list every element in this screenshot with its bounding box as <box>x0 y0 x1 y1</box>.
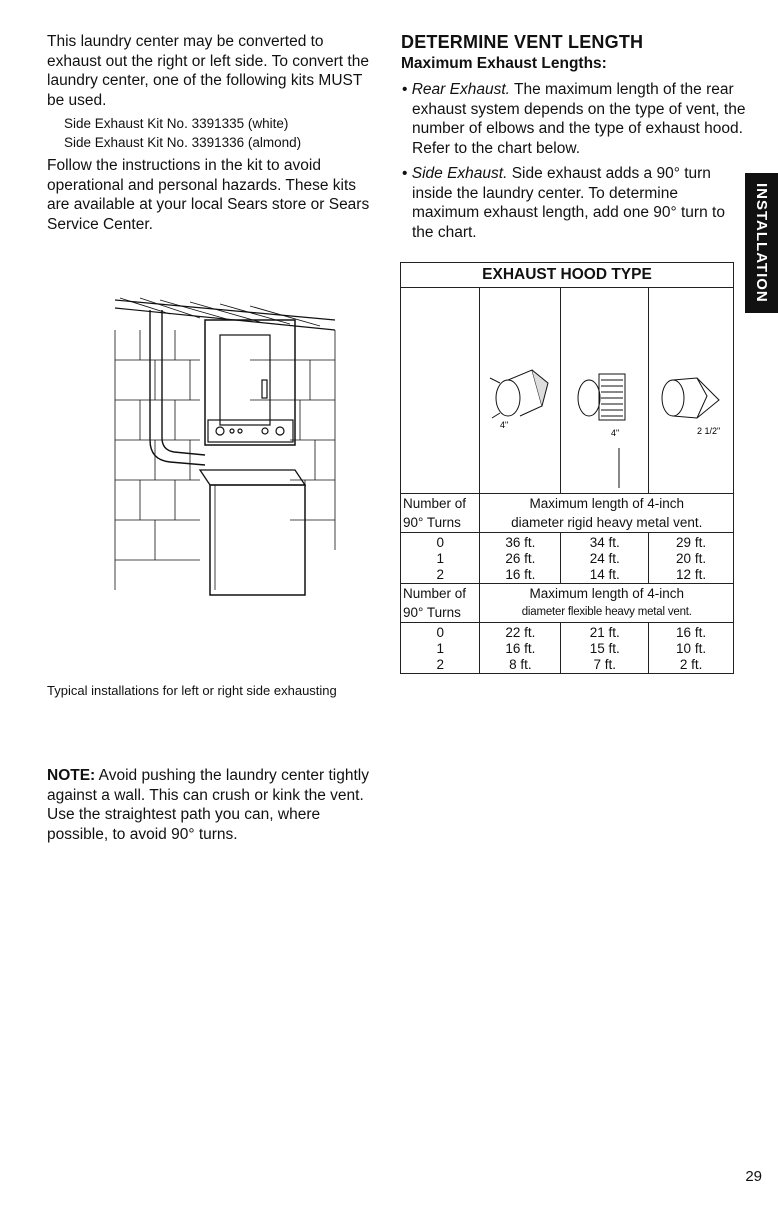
table-title: EXHAUST HOOD TYPE <box>401 263 734 288</box>
flex-turns-header-line1: Number of <box>403 586 467 601</box>
rigid-hood2-col <box>561 533 649 584</box>
flex-hood1-row2: 8 ft. <box>509 657 532 672</box>
rigid-hood1-row2: 16 ft. <box>505 567 536 582</box>
rigid-turns-1: 1 <box>436 551 444 566</box>
left-column <box>47 32 382 234</box>
hood1-size-label: 4" <box>500 420 509 430</box>
rigid-hood1-row1: 26 ft. <box>505 551 536 566</box>
flex-hood2-row1: 15 ft. <box>589 641 620 656</box>
rigid-turns-header-line1: Number of <box>403 496 467 511</box>
flex-turns-col <box>401 623 480 674</box>
flex-hood1-col <box>480 623 561 674</box>
flex-hood2-col <box>561 623 649 674</box>
illustration-caption: Typical installations for left or right side exhausting <box>47 683 337 698</box>
box-vent-hood-icon <box>561 288 646 488</box>
flex-hood2-row2: 7 ft. <box>593 657 616 672</box>
rigid-hood1-row0: 36 ft. <box>505 535 536 550</box>
flex-turns-0: 0 <box>436 625 444 640</box>
kit-white: Side Exhaust Kit No. 3391335 (white) <box>64 116 289 131</box>
flex-hood1-row0: 22 ft. <box>505 625 536 640</box>
rigid-turns-2: 2 <box>436 567 444 582</box>
hood-vent-cell <box>561 288 649 494</box>
side-exhaust-text: Side exhaust adds a 90° turn inside the laundry center. To determine maximum exhaust length, add one 90° turn to the chart. <box>412 165 725 241</box>
side-tab-label: INSTALLATION <box>753 183 770 303</box>
rigid-hood2-row2: 14 ft. <box>589 567 620 582</box>
rigid-turns-0: 0 <box>436 535 444 550</box>
page-number: 29 <box>745 1168 762 1185</box>
note-label: NOTE: <box>47 767 96 784</box>
rigid-length-header <box>480 494 734 533</box>
rigid-hood2-row0: 34 ft. <box>589 535 620 550</box>
right-column <box>401 32 746 248</box>
laundry-center-illustration <box>110 290 340 610</box>
angled-hood-icon <box>649 288 731 488</box>
note-text: Avoid pushing the laundry center tightly against a wall. This can crush or kink the vent. Use the straightest path you can, where possible, to avoid 90° turns. <box>47 767 369 843</box>
hood-louvered-cell <box>480 288 561 494</box>
exhaust-hood-table <box>400 262 734 674</box>
flex-length-header <box>480 584 734 623</box>
flex-turns-1: 1 <box>436 641 444 656</box>
rigid-turns-header <box>401 494 480 533</box>
rigid-length-header-line1: Maximum length of 4-inch <box>529 496 685 511</box>
rigid-hood3-row1: 20 ft. <box>676 551 707 566</box>
rigid-hood1-col <box>480 533 561 584</box>
flex-length-header-line2: diameter flexible heavy metal vent. <box>521 606 692 618</box>
bullet-rear-exhaust: • Rear Exhaust. The maximum length of the rear exhaust system depends on the type of vent, the number of elbows and the type of exhaust hood. Refer to the chart below. <box>402 81 746 157</box>
section-title: DETERMINE VENT LENGTH <box>401 32 644 52</box>
bullet-side-exhaust: • Side Exhaust. Side exhaust adds a 90° turn inside the laundry center. To determine maximum exhaust length, add one 90° turn to the chart. <box>402 165 725 241</box>
flex-turns-2: 2 <box>436 657 444 672</box>
hood-angled-cell <box>649 288 734 494</box>
rigid-hood3-row2: 12 ft. <box>676 567 707 582</box>
flex-turns-header-line2: 90° Turns <box>403 605 461 620</box>
rigid-hood2-row1: 24 ft. <box>589 551 620 566</box>
note-paragraph <box>47 766 382 844</box>
flex-hood2-row0: 21 ft. <box>589 625 620 640</box>
section-subtitle: Maximum Exhaust Lengths: <box>401 55 607 72</box>
follow-paragraph: Follow the instructions in the kit to avoid operational and personal hazards. These kits are available at your local Sears store or Sears Service Center. <box>47 157 370 233</box>
flex-length-header-line1: Maximum length of 4-inch <box>529 586 685 601</box>
installation-side-tab <box>745 173 778 313</box>
flex-hood3-row2: 2 ft. <box>679 657 703 672</box>
rear-exhaust-term: Rear Exhaust. <box>411 81 510 98</box>
rigid-turns-col <box>401 533 480 584</box>
intro-paragraph: This laundry center may be converted to exhaust out the right or left side. To convert the laundry center, one of the following kits MUST be used. <box>47 33 369 109</box>
rear-exhaust-text: The maximum length of the rear exhaust system depends on the type of vent, the number of elbows and the type of exhaust hood. Refer to the chart below. <box>412 81 746 157</box>
rigid-turns-header-line2: 90° Turns <box>403 515 461 530</box>
hood2-size-label: 4" <box>611 428 620 438</box>
flex-hood3-col <box>649 623 734 674</box>
louvered-hood-icon <box>480 288 558 488</box>
rigid-length-header-line2: diameter rigid heavy metal vent. <box>511 515 703 530</box>
flex-hood3-row1: 10 ft. <box>676 641 707 656</box>
flex-turns-header <box>401 584 480 623</box>
hood3-size-label: 2 1/2" <box>697 426 721 436</box>
side-exhaust-term: Side Exhaust. <box>411 165 508 182</box>
rigid-hood3-col <box>649 533 734 584</box>
flex-hood1-row1: 16 ft. <box>505 641 536 656</box>
flex-hood3-row0: 16 ft. <box>676 625 707 640</box>
kit-almond: Side Exhaust Kit No. 3391336 (almond) <box>64 135 302 150</box>
rigid-hood3-row0: 29 ft. <box>676 535 707 550</box>
